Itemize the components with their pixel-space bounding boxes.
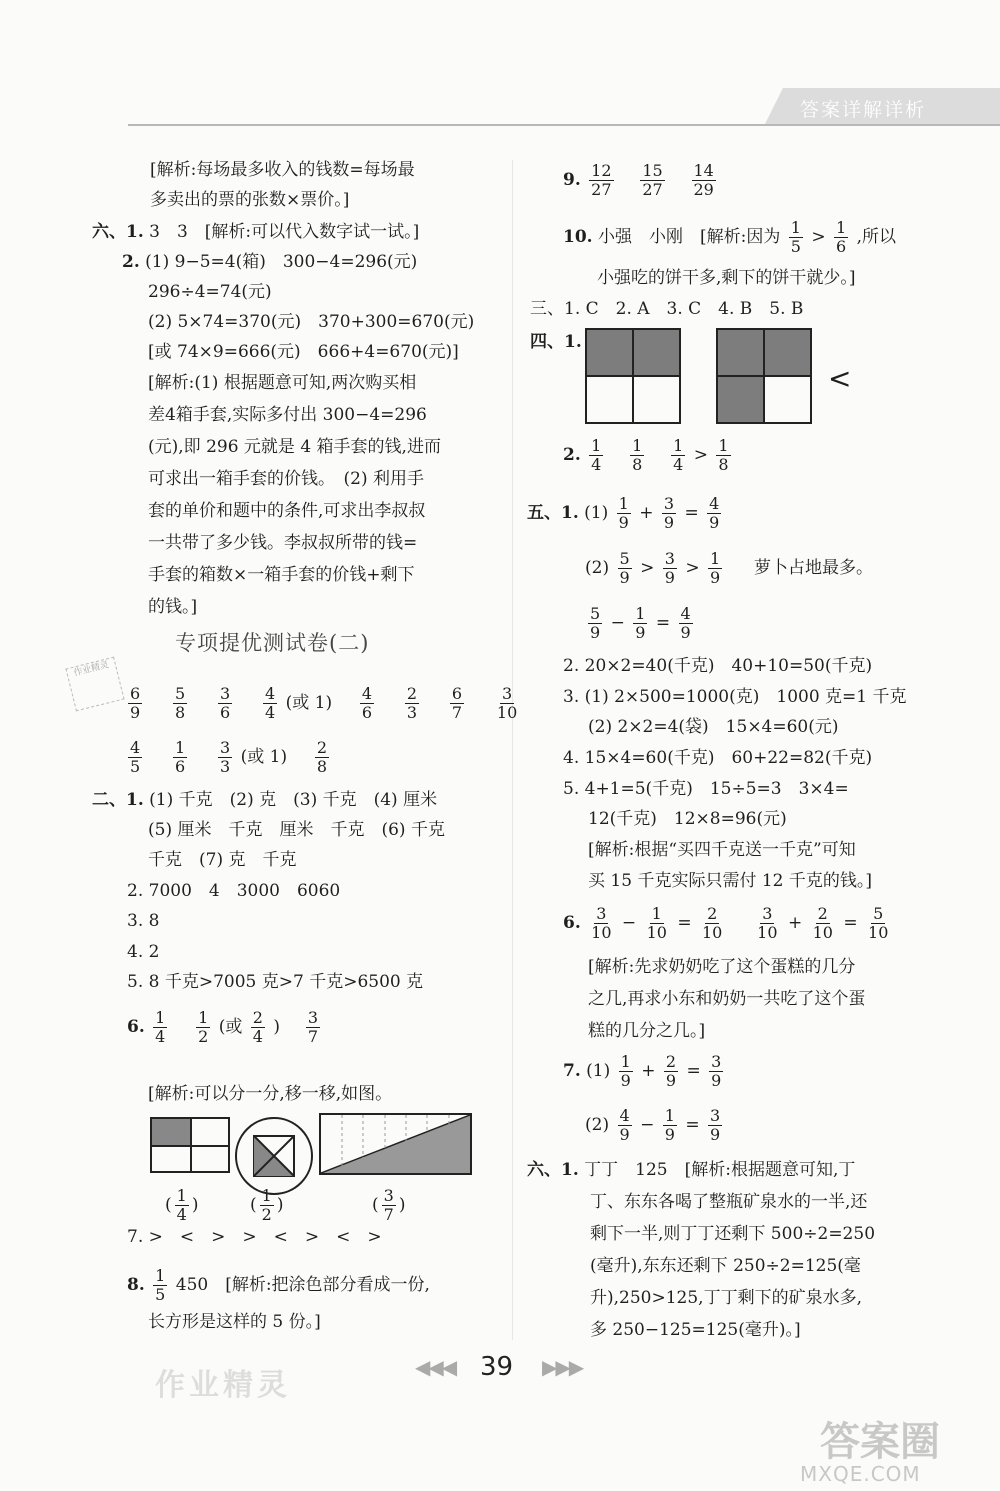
fraction: $\frac{2}{3}$ xyxy=(406,684,418,722)
q-2-5: 5. 8 千克>7005 克>7 千克>6500 克 xyxy=(127,972,424,992)
left-text: 千克 (7) 克 千克 xyxy=(148,850,297,870)
fraction: $\frac{3}{6}$ xyxy=(220,684,231,722)
fraction: $\frac{12}{27}$ xyxy=(591,161,612,199)
answer-text: 3 3 [解析:可以代入数字试一试。] xyxy=(149,222,420,242)
figure-square xyxy=(150,1117,230,1173)
section-title: 专项提优测试卷(二) xyxy=(175,631,370,655)
q-5-7b: (2) $\frac{4}{9}$ − $\frac{1}{9}$ = $\frac{3}{9}$ xyxy=(585,1106,721,1144)
question-number: 2. xyxy=(122,252,140,272)
q-5-6: 6. $\frac{3}{10}$ − $\frac{1}{10}$ = $\frac{2}{10}$ $\frac{3}{10}$ + $\frac{2}{10}$ = $\frac{5}{10}$ xyxy=(563,904,889,942)
fraction: $\frac{3}{3}$ xyxy=(220,738,231,776)
left-text: 的钱。] xyxy=(148,597,198,617)
right-text: [解析:先求奶奶吃了这个蛋糕的几分 xyxy=(588,957,856,977)
question-number: 四、1. xyxy=(530,332,582,352)
q-2-4: 4. 2 xyxy=(127,942,160,962)
q-2-1 xyxy=(92,788,437,812)
left-text: [解析:每场最多收入的钱数=每场最 xyxy=(150,160,415,180)
q-5-7a: 7. (1) $\frac{1}{9}$ + $\frac{2}{9}$ = $\frac{3}{9}$ xyxy=(563,1052,722,1090)
fraction: $\frac{1}{5}$ xyxy=(790,218,801,256)
watermark-logo: 答案圈 xyxy=(820,1419,940,1465)
page-number: 39 xyxy=(480,1352,514,1382)
fraction: $\frac{1}{6}$ xyxy=(175,738,186,776)
right-text: 糕的几分之几。] xyxy=(588,1021,706,1041)
q-5-1b: (2) $\frac{5}{9}$ > $\frac{3}{9}$ > $\frac{1}{9}$ 萝卜占地最多。 xyxy=(585,549,873,587)
left-text: 长方形是这样的 5 份。] xyxy=(148,1312,321,1332)
q-5-3a: 3. (1) 2×500=1000(克) 1000 克=1 千克 xyxy=(563,687,907,707)
fraction: $\frac{4}{6}$ xyxy=(361,684,373,722)
figure-rectangle xyxy=(319,1113,472,1175)
answer-text: (1) 千克 (2) 克 (3) 千克 (4) 厘米 xyxy=(149,790,438,810)
q-5-4: 4. 15×4=60(千克) 60+22=82(千克) xyxy=(563,748,873,768)
fraction: $\frac{1}{5}$ xyxy=(155,1266,166,1304)
fraction: $\frac{1}{2}$ xyxy=(198,1008,209,1046)
answer-text: 丁丁 125 [解析:根据题意可知,丁 xyxy=(584,1160,856,1180)
prev-arrows-icon: ◀◀◀ xyxy=(415,1355,456,1379)
left-text: (5) 厘米 千克 厘米 千克 (6) 千克 xyxy=(148,820,445,840)
fraction: $\frac{2}{4}$ xyxy=(252,1008,263,1046)
q-2-8: 8. $\frac{1}{5}$ 450 [解析:把涂色部分看成一份, xyxy=(127,1266,430,1304)
fraction: $\frac{15}{27}$ xyxy=(642,161,663,199)
next-arrows-icon: ▶▶▶ xyxy=(542,1355,583,1379)
header-title: 答案详解详析 xyxy=(800,99,927,121)
grid-figure-a xyxy=(585,328,681,424)
right-text: 升),250>125,丁丁剩下的矿泉水多, xyxy=(590,1288,862,1308)
q-3: 三、1. C 2. A 3. C 4. B 5. B xyxy=(530,299,804,319)
fraction: $\frac{5}{8}$ xyxy=(175,684,186,722)
q-2-2: 2. 7000 4 3000 6060 xyxy=(127,881,341,901)
header-rule xyxy=(128,124,1000,126)
figure-label: ( $\frac{1}{4}$ ) xyxy=(165,1186,199,1224)
q-4-2: 2. $\frac{1}{4}$ $\frac{1}{8}$ $\frac{1}{4}$ > $\frac{1}{8}$ xyxy=(563,436,729,474)
left-text: [或 74×9=666(元) 666+4=670(元)] xyxy=(148,342,459,362)
right-text: 买 15 千克实际只需付 12 千克的钱。] xyxy=(588,871,873,891)
answer-text: (1) 9−5=4(箱) 300−4=296(元) xyxy=(145,252,418,272)
q-6-2 xyxy=(122,250,417,274)
right-text: 之几,再求小东和奶奶一共吃了这个蛋 xyxy=(588,989,866,1009)
q-10: 10. 小强 小刚 [解析:因为 $\frac{1}{5}$ > $\frac{1}{6}$ ,所以 xyxy=(563,218,897,256)
q-9: 9. $\frac{12}{27}$ $\frac{15}{27}$ $\frac{14}{29}$ xyxy=(563,161,714,199)
q-5-5a: 5. 4+1=5(千克) 15÷5=3 3×4= xyxy=(563,779,849,799)
fraction: $\frac{6}{7}$ xyxy=(451,684,463,722)
q-5-3b: (2) 2×2=4(袋) 15×4=60(元) xyxy=(588,717,839,737)
column-divider xyxy=(512,160,513,1340)
left-text: 一共带了多少钱。李叔叔所带的钱= xyxy=(148,533,418,553)
left-text: [解析:可以分一分,移一移,如图。 xyxy=(148,1084,393,1104)
left-text: 差4箱手套,实际多付出 300−4=296 xyxy=(148,405,427,425)
q1-fraction-row-2 xyxy=(125,732,332,782)
figure-label: ( $\frac{1}{2}$ ) xyxy=(250,1186,284,1224)
fraction: $\frac{2}{8}$ xyxy=(316,738,328,776)
fraction: $\frac{1}{6}$ xyxy=(836,218,847,256)
fraction: $\frac{14}{29}$ xyxy=(693,161,714,199)
note: (或 1) xyxy=(240,747,288,767)
question-number: 六、1. xyxy=(527,1160,579,1180)
right-text: 小强吃的饼干多,剩下的饼干就少。] xyxy=(597,268,856,288)
left-text: (2) 5×74=370(元) 370+300=670(元) xyxy=(148,312,475,332)
stamp-logo: 作业精灵 xyxy=(65,657,124,712)
q-5-2: 2. 20×2=40(千克) 40+10=50(千克) xyxy=(563,656,873,676)
left-text: 手套的箱数×一箱手套的价钱+剩下 xyxy=(148,565,415,585)
right-text: [解析:根据“买四千克送一千克”可知 xyxy=(588,840,856,860)
right-text: 丁、东东各喝了整瓶矿泉水的一半,还 xyxy=(590,1192,868,1212)
fraction: $\frac{6}{9}$ xyxy=(130,684,141,722)
note: (或 1) xyxy=(285,693,333,713)
figure-label: ( $\frac{3}{7}$ ) xyxy=(372,1186,406,1224)
fraction: $\frac{3}{10}$ xyxy=(496,684,518,722)
fraction: $\frac{3}{7}$ xyxy=(307,1008,319,1046)
grid-figure-b xyxy=(716,328,812,424)
q-2-6: 6. $\frac{1}{4}$ $\frac{1}{2}$ (或 $\frac{2}{4}$ ) $\frac{3}{7}$ xyxy=(127,1008,319,1046)
right-text: 剩下一半,则丁丁还剩下 500÷2=250 xyxy=(590,1224,876,1244)
question-number: 二、1. xyxy=(92,790,144,810)
watermark: 作业精灵 xyxy=(155,1368,291,1403)
left-text: 296÷4=74(元) xyxy=(148,282,272,302)
q-5-1a: 五、1. (1) $\frac{1}{9}$ + $\frac{3}{9}$ = $\frac{4}{9}$ xyxy=(527,494,720,532)
q-6-1 xyxy=(92,220,419,244)
fraction: $\frac{4}{5}$ xyxy=(130,738,141,776)
q-5-1c: $\frac{5}{9}$ − $\frac{1}{9}$ = $\frac{4}{9}$ xyxy=(590,604,691,642)
left-text: (元),即 296 元就是 4 箱手套的钱,进而 xyxy=(148,437,441,457)
fraction: $\frac{1}{4}$ xyxy=(155,1008,166,1046)
left-text: 套的单价和题中的条件,可求出李叔叔 xyxy=(148,501,426,521)
q-6-1-right xyxy=(527,1158,855,1182)
left-text: 可求出一箱手套的价钱。 (2) 利用手 xyxy=(148,469,424,489)
right-text: 多 250−125=125(毫升)。] xyxy=(590,1320,801,1340)
q-5-5b: 12(千克) 12×8=96(元) xyxy=(588,809,787,829)
fraction: $\frac{4}{4}$ xyxy=(265,684,276,722)
q1-fraction-row xyxy=(125,678,522,728)
right-text: (毫升),东东还剩下 250÷2=125(毫 xyxy=(590,1256,861,1276)
question-number: 六、1. xyxy=(92,222,144,242)
q-2-3: 3. 8 xyxy=(127,911,160,931)
watermark-url: MXQE.COM xyxy=(800,1462,921,1486)
comparison-sign: < xyxy=(828,362,852,395)
left-text: [解析:(1) 根据题意可知,两次购买相 xyxy=(148,373,417,393)
left-text: 多卖出的票的张数×票价。] xyxy=(150,190,350,210)
q-2-7: 7. > < > > < > < > xyxy=(127,1227,382,1247)
